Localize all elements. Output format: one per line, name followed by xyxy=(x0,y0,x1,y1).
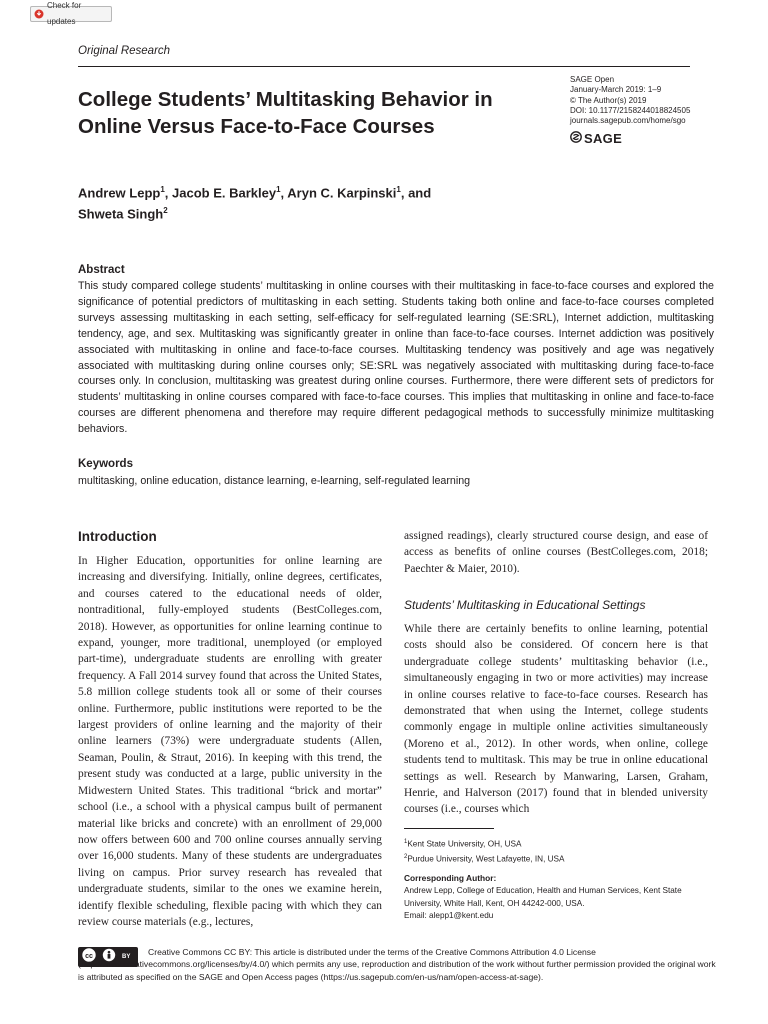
keywords-text: multitasking, online education, distance learning, e-learning, self-regulated learning xyxy=(78,475,471,487)
author-affiliation: 2 xyxy=(163,206,168,216)
affiliation-item: $^1$Kent State University, OH, USA xyxy=(404,839,522,849)
svg-text:cc: cc xyxy=(85,952,93,960)
license-statement: Creative Commons CC BY: This article is distributed under the terms of the Creative Commons Attribution 4.0 License (http://www.creativecommons.org/licenses/by/4.0/) which permits any use, reproduction and distribution of the work without further permission provided the original work is attributed as specified on the SAGE and Open Access pages (https://us.sagepub.com/en-us/nam/open-access-at-sage). xyxy=(78,947,716,982)
author-affiliation: 1 xyxy=(160,185,165,194)
corresponding-author-email[interactable]: Email: alepp1@kent.edu xyxy=(404,911,494,920)
journal-info xyxy=(570,75,760,126)
journal-url[interactable]: journals.sagepub.com/home/sgo xyxy=(570,116,686,126)
abstract-heading: Abstract xyxy=(78,264,125,276)
affiliations-divider xyxy=(404,828,494,829)
corresponding-author-address: Andrew Lepp, College of Education, Health and Human Services, Kent State University, White Hall, Kent, OH 44242-000, USA. xyxy=(404,886,682,908)
author-name: Shweta Singh xyxy=(78,206,164,222)
journal-name: SAGE Open xyxy=(570,75,615,84)
subsection-heading: Students’ Multitasking in Educational Settings xyxy=(404,598,646,612)
introduction-heading: Introduction xyxy=(78,529,157,544)
check-for-updates-label: Check for updates xyxy=(47,1,82,26)
author-name: Aryn C. Karpinski xyxy=(287,185,397,201)
corresponding-author-heading: Corresponding Author: xyxy=(404,873,497,883)
author-affiliation: 1 xyxy=(396,185,401,194)
author-name: Andrew Lepp xyxy=(78,185,161,201)
affiliation-item: $^2$Purdue University, West Lafayette, IN, USA xyxy=(404,854,565,864)
journal-copyright: © The Author(s) 2019 xyxy=(570,95,647,105)
article-type: Original Research xyxy=(78,45,171,57)
author-list: Andrew Lepp$^1$, Jacob E. Barkley$^1$, Aryn C. Karpinski$^1$, and Shweta Singh$^2$ xyxy=(78,185,432,222)
keywords-heading: Keywords xyxy=(78,458,133,470)
journal-issue: January-March 2019: 1–9 xyxy=(570,85,662,95)
author-affiliation: 1 xyxy=(276,185,281,194)
affiliations xyxy=(404,836,714,866)
article-title: College Students’ Multitasking Behavior in Online Versus Face-to-Face Courses xyxy=(78,88,493,138)
sage-logo-text: SAGE xyxy=(584,130,623,146)
introduction-right-column: assigned readings), clearly structured course design, and ease of access as benefits of online courses (BestColleges.com, 2018; Paechter & Maier, 2010). xyxy=(404,530,708,575)
sage-logo xyxy=(570,130,622,146)
cc-by-badge-text: BY xyxy=(122,954,131,960)
check-for-updates-button[interactable] xyxy=(30,1,112,26)
introduction-left-column: In Higher Education, opportunities for online learning are increasing and diversifying. Initially, online degrees, certificates, and courses catered to the educational needs of older, nontraditional, fully-employed students (BestColleges.com, 2018). However, as opportunities for online learning continue to expand, younger, more traditional, unemployed (or employed part-time), undergraduate students are enrolling with greater frequency. A Fall 2014 survey found that across the United States, 5.8 million college students took all or some of their courses online. Furthermore, public institutions were reported to be the largest providers of online learning and the majority of their online learners (73%) were undergraduate students (Allen, Seaman, Poulin, & Straut, 2016). In keeping with this trend, the present study was conducted at a large, public university in the Midwestern United States. This traditional “brick and mortar” school (i.e., a school with a physical campus built of permanent material like bricks and concrete) with an enrollment of 29,000 now offers between 600 and 700 online courses annually serving over 16,000 students. Many of these students are undergraduates living on campus. Prior survey research has revealed that undergraduate students, similar to the ones we examine herein, identify flexible scheduling, flexible pacing with which they can review course materials (e.g., lectures, xyxy=(78,555,382,928)
sage-logo-icon xyxy=(570,131,582,146)
author-name: Jacob E. Barkley xyxy=(172,185,277,201)
corresponding-author-details xyxy=(404,885,714,923)
journal-doi[interactable]: DOI: 10.1177/2158244018824505 xyxy=(570,105,691,115)
header-divider xyxy=(78,66,690,67)
check-for-updates-icon xyxy=(34,9,44,19)
subsection-text: While there are certainly benefits to online learning, potential costs should also be considered. Of concern here is that undergraduate college students’ multitasking behavior (i.e., simultaneously engaging in two or more activities) may increase in online courses relative to face-to-face courses. Research has demonstrated that when using the Internet, college students commonly engage in multiple online activities simultaneously (Moreno et al., 2012). In other words, when online, college students tend to multitask. This may be true in online educational settings as well. Research by Manwaring, Larsen, Graham, Henrie, and Halverson (2017) found that in blended university courses (i.e., courses which xyxy=(404,623,708,816)
abstract-text: This study compared college students’ multitasking in online courses with their multitasking in face-to-face courses and explored the significance of potential predictors of multitasking in each setting. Students taking both online and face-to-face courses completed surveys assessing multitasking in each setting, self-efficacy for self-regulated learning (SE:SRL), Internet addiction, multitasking tendency, age, and sex. Multitasking was significantly greater in online than face-to-face courses. Internet addiction was positively associated with multitasking in online and face-to-face courses. Multitasking tendency was positively and age was negatively associated with multitasking during online courses only; SE:SRL was negatively associated with multitasking during face-to-face courses only. In conclusion, multitasking was greatest during online courses. Furthermore, there were different sets of predictors for students’ multitasking in online courses compared with face-to-face courses. This implies that multitasking in online and face-to-face courses are different phenomena and therefore may require different pedagogical methods to successfully minimize multitasking behaviors. xyxy=(78,280,714,436)
